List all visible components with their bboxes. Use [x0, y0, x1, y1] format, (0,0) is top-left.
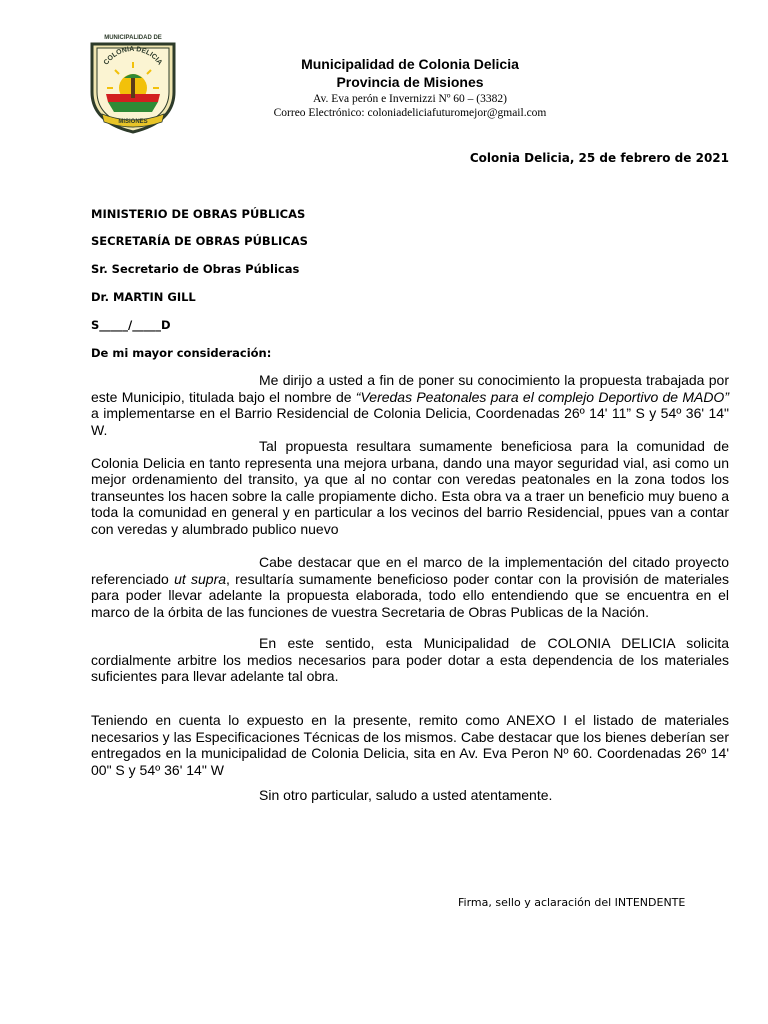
header-email: Correo Electrónico: coloniadeliciafuturomejor@gmail.com — [273, 107, 547, 119]
header-title: Municipalidad de Colonia Delicia — [301, 56, 519, 72]
paragraph-3 — [91, 554, 729, 620]
addressee-title: Sr. Secretario de Obras Públicas — [91, 262, 300, 276]
paragraph-1-text-b: a implementarse en el Barrio Residencial de Colonia Delicia, Coordenadas 26º 14' 11” S y 54º 36' 14" W. — [91, 405, 729, 438]
header-province: Provincia de Misiones — [336, 74, 484, 90]
signature-line: Firma, sello y aclaración del INTENDENTE — [458, 896, 686, 909]
ut-supra: ut supra — [174, 570, 227, 587]
greeting: De mi mayor consideración: — [91, 346, 272, 360]
paragraph-3-text-b: , resultaría sumamente beneficioso poder contar con la provisión de materiales para poder llevar adelante la propuesta elaborada, todo ello entendiendo que se encuentra en el marco de la órbita de las funciones de vuestra Secretaria de Obras Publicas de la Nación. — [91, 570, 729, 620]
addressee-secretariat: SECRETARÍA DE OBRAS PÚBLICAS — [91, 234, 308, 248]
project-title: “Veredas Peatonales para el complejo Deportivo de MADO” — [355, 388, 729, 405]
paragraph-2: Tal propuesta resultara sumamente beneficiosa para la comunidad de Colonia Delicia en tanto representa una mejora urbana, dando una mayor seguridad vial, asi como un mejor ordenamiento del transito, ya que al no contar con veredas peatonales en la zona todos los transeuntes los hacen sobre la calle propiamente dicho. Esta obra va a traer un beneficio muy bueno a toda la comunidad en general y en particular a los vecinos del barrio Residencial, ppues van a contar con veredas y alumbrado publico nuevo — [91, 438, 729, 537]
addressee-name: Dr. MARTIN GILL — [91, 290, 196, 304]
logo-arc-text: COLONIA DELICIA — [102, 45, 164, 67]
municipality-logo — [86, 30, 180, 134]
paragraph-1-text-a: Me dirijo a usted a fin de poner su conocimiento la propuesta trabajada por este Municipio, titulada bajo el nombre de — [91, 372, 729, 405]
addressee-ministry: MINISTERIO DE OBRAS PÚBLICAS — [91, 207, 306, 221]
logo-top-text: MUNICIPALIDAD DE — [104, 35, 162, 41]
paragraph-3-text-a: Cabe destacar que en el marco de la implementación del citado proyecto referenciado — [91, 554, 729, 587]
addressee-sd: S_____/_____D — [91, 318, 171, 332]
closing-line: Sin otro particular, saludo a usted atentamente. — [259, 787, 553, 803]
logo-bottom-text: MISIONES — [118, 119, 148, 125]
paragraph-5: Teniendo en cuenta lo expuesto en la presente, remito como ANEXO I el listado de materiales necesarios y las Especificaciones Técnicas de los mismos. Cabe destacar que los bienes deberían ser entregados en la municipalidad de Colonia Delicia, sita en Av. Eva Peron Nº 60. Coordenadas 26º 14' 00" S y 54º 36' 14" W — [91, 712, 729, 778]
paragraph-4: En este sentido, esta Municipalidad de COLONIA DELICIA solicita cordialmente arbitre los medios necesarios para poder dotar a esta dependencia de los materiales suficientes para llevar adelante tal obra. — [91, 635, 729, 684]
letter-date: Colonia Delicia, 25 de febrero de 2021 — [469, 151, 729, 165]
header-address: Av. Eva perón e Invernizzi Nº 60 – (3382) — [313, 93, 507, 105]
paragraph-1 — [91, 372, 729, 438]
